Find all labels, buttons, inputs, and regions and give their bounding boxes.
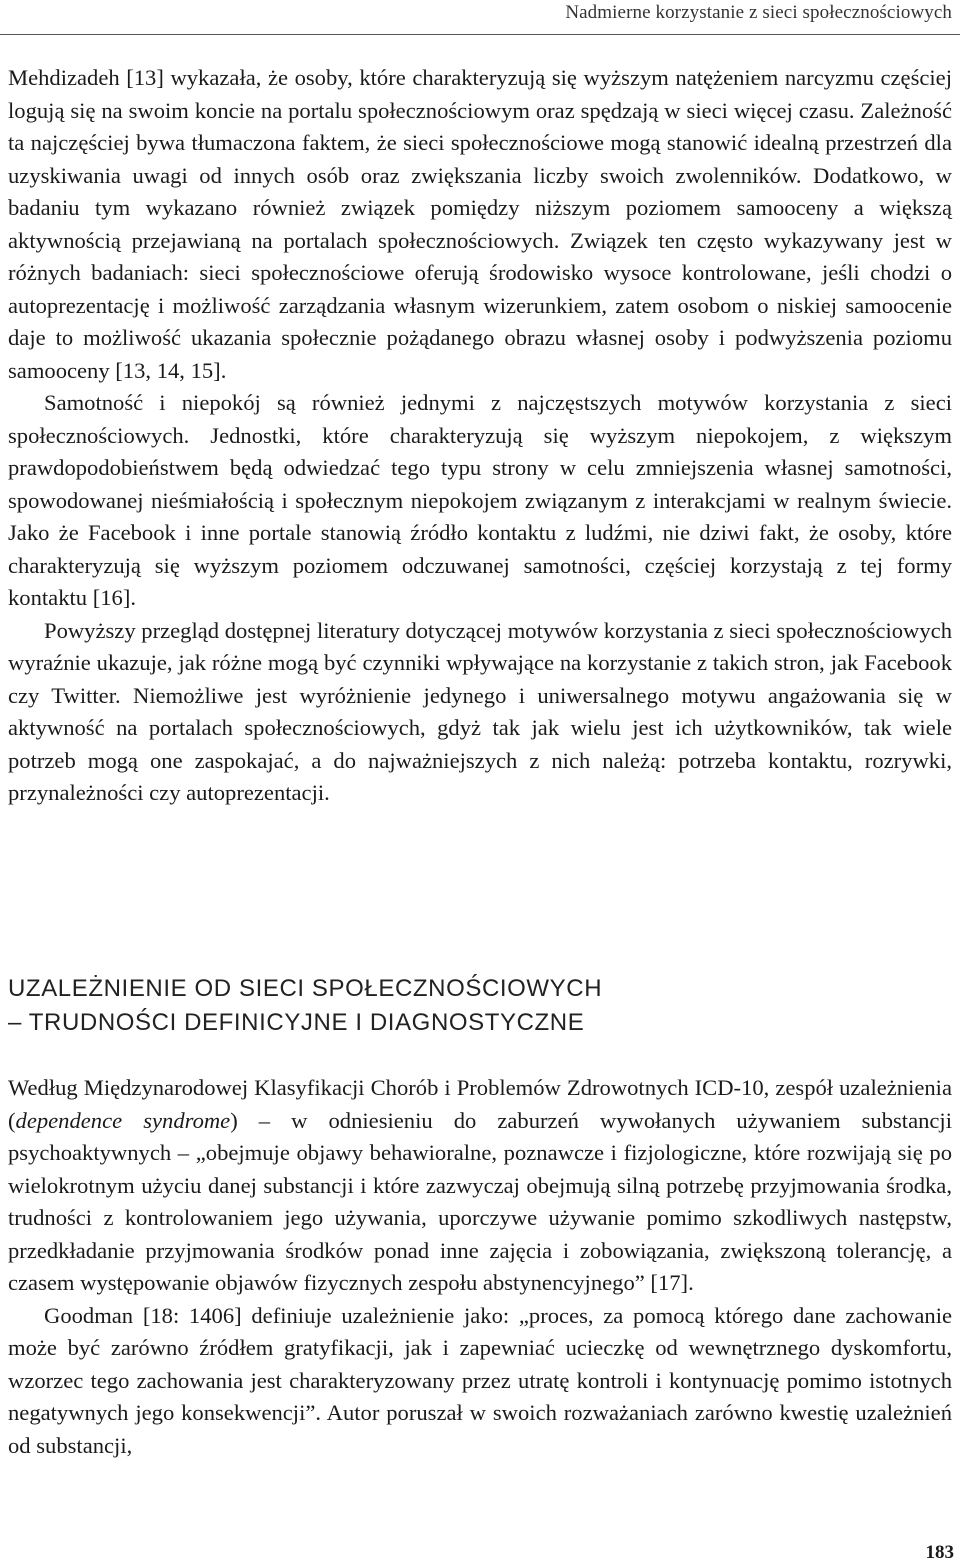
section-heading-line-2: – TRUDNOŚCI DEFINICYJNE I DIAGNOSTYCZNE bbox=[8, 1009, 585, 1036]
paragraph-literature-review: Powyższy przegląd dostępnej literatury dotyczącej motywów korzystania z sieci społecznościowych wyraźnie ukazuje, jak różne mogą być czynniki wpływające na korzystanie z takich stron, jak Facebook czy Twitter. Niemożliwe jest wyróżnienie jedynego i uniwersalnego motywu angażowania się w aktywność na portalach społecznościowych, gdyż tak jak wielu jest ich użytkowników, tak wiele potrzeb mogą one zaspokajać, a do najważniejszych z nich należą: potrzeba kontaktu, rozrywki, przynależności czy autoprezentacji. bbox=[8, 617, 952, 805]
icd10-text-before: Według Międzynarodowej Klasyfikacji Chorób i Problemów Zdrowotnych ICD-10, zespół uzależnienia ( bbox=[8, 1075, 952, 1133]
section-1-body bbox=[8, 62, 952, 810]
page-number: 183 bbox=[925, 1542, 954, 1563]
icd10-italic-term: dependence syndrome bbox=[15, 1107, 231, 1133]
section-2-body bbox=[8, 1072, 952, 1462]
paragraph-goodman: Goodman [18: 1406] definiuje uzależnienie jako: „proces, za pomocą którego dane zachowanie może być zarówno źródłem gratyfikacji, jak i zapewniać ucieczkę od wewnętrznego dyskomfortu, wzorzec tego zachowania jest charakteryzowany przez utratę kontroli i kontynuację pomimo istotnych negatywnych jego konsekwencji”. Autor poruszał w swoich rozważaniach zarówno kwestię uzależnień od substancji, bbox=[8, 1302, 952, 1458]
icd10-text-after: ) – w odniesieniu do zaburzeń wywołanych używaniem substancji psychoaktywnych – „obejmuje objawy behawioralne, poznawcze i fizjologiczne, które rozwijają się po wielokrotnym użyciu danej substancji i które zazwyczaj obejmują silną potrzebę przyjmowania środka, trudności z kontrolowaniem jego używania, uporczywe używanie pomimo szkodliwych następstw, przedkładanie przyjmowania środków ponad inne zajęcia i zobowiązania, zwiększoną tolerancję, a czasem występowanie objawów fizycznych zespołu abstynencyjnego” [17]. bbox=[8, 1107, 952, 1295]
header-divider bbox=[0, 34, 960, 35]
section-heading bbox=[8, 972, 952, 1040]
running-header: Nadmierne korzystanie z sieci społecznościowych bbox=[565, 2, 952, 23]
paragraph-icd10 bbox=[8, 1072, 952, 1300]
paragraph-narcissism: Mehdizadeh [13] wykazała, że osoby, które charakteryzują się wyższym natężeniem narcyzmu częściej logują się na swoim koncie na portalu społecznościowym oraz spędzają w sieci więcej czasu. Zależność ta najczęściej bywa tłumaczona faktem, że sieci społecznościowe mogą stanowić idealną przestrzeń dla uzyskiwania uwagi od innych osób oraz zwiększania liczby swoich zwolenników. Dodatkowo, w badaniu tym wykazano również związek pomiędzy niższym poziomem samooceny a większą aktywnością przejawianą na portalach społecznościowych. Związek ten często wykazywany jest w różnych badaniach: sieci społecznościowe oferują środowisko wysoce kontrolowane, jeśli chodzi o autoprezentację i możliwość zarządzania własnym wizerunkiem, zatem osobom o niskiej samoocenie daje to możliwość ukazania społecznie pożądanego obrazu własnej osoby i podwyższenia poziomu samooceny [13, 14, 15]. bbox=[8, 65, 952, 383]
section-heading-line-1: UZALEŻNIENIE OD SIECI SPOŁECZNOŚCIOWYCH bbox=[8, 975, 603, 1002]
paragraph-loneliness: Samotność i niepokój są również jednymi z najczęstszych motywów korzystania z sieci społecznościowych. Jednostki, które charakteryzują się wyższym niepokojem, z większym prawdopodobieństwem będą odwiedzać tego typu strony w celu zmniejszenia własnej samotności, spowodowanej nieśmiałością i społecznym niepokojem związanym z interakcjami w realnym świecie. Jako że Facebook i inne portale stanowią źródło kontaktu z ludźmi, nie dziwi fakt, że osoby, które charakteryzują się wyższym poziomem odczuwanej samotności, częściej korzystają z tej formy kontaktu [16]. bbox=[8, 390, 952, 610]
